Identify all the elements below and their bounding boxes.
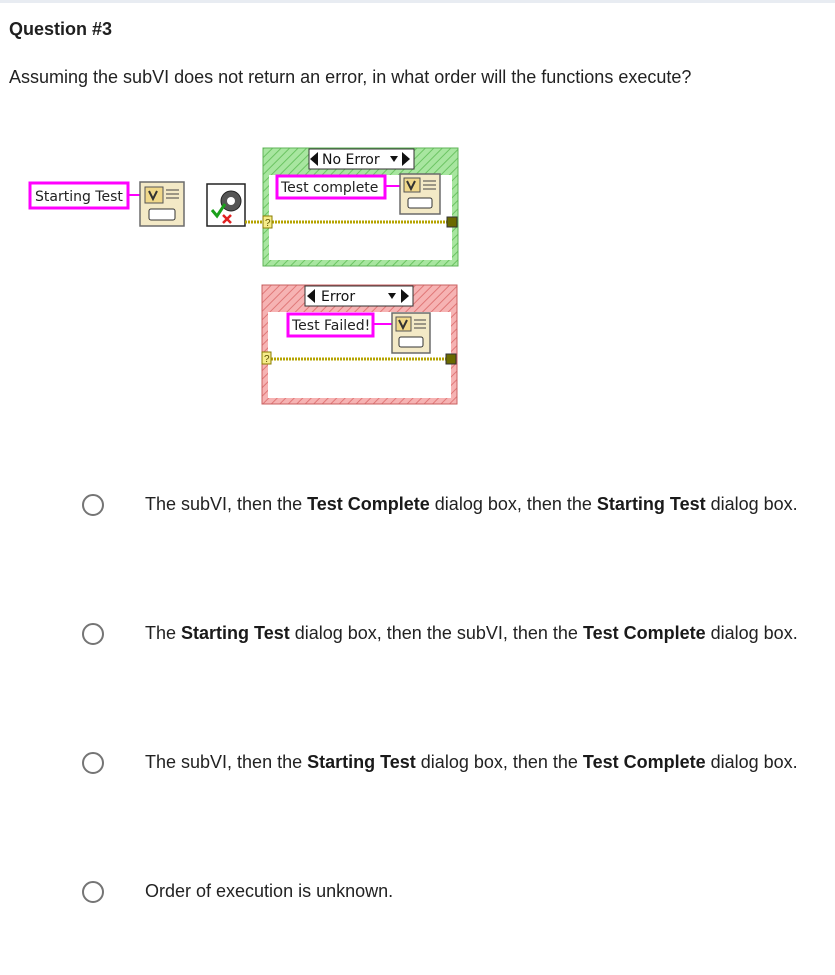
bold-term: Test Complete <box>582 623 706 643</box>
option-text <box>145 494 798 515</box>
text-part: dialog box. <box>705 623 798 643</box>
dialog-icon <box>392 313 430 353</box>
selector-mark: ? <box>264 354 270 365</box>
answer-option-4[interactable] <box>82 879 812 909</box>
dialog-icon <box>140 182 184 226</box>
bold-term: Starting Test <box>181 623 290 643</box>
text-part: dialog box, then the <box>415 752 583 772</box>
no-error-case-structure <box>263 148 458 266</box>
error-case-structure <box>262 285 457 404</box>
question-title: Question #3 <box>9 19 113 39</box>
answer-option-2[interactable] <box>82 621 812 651</box>
selector-mark: ? <box>265 218 271 229</box>
case-label-no-error: No Error <box>322 152 380 168</box>
dialog-icon <box>400 174 440 214</box>
text-part: dialog box. <box>705 752 798 772</box>
radio-button[interactable] <box>82 623 104 645</box>
text-part: The subVI, then the <box>145 494 308 514</box>
answer-option-3[interactable] <box>82 750 812 780</box>
answer-option-1[interactable] <box>82 492 812 522</box>
text-part: dialog box, then the <box>429 494 597 514</box>
option-text <box>145 752 798 773</box>
starting-test-constant <box>30 183 128 208</box>
starting-test-label: Starting Test <box>35 189 123 205</box>
text-part: Order of execution is unknown. <box>145 881 394 901</box>
option-text <box>145 623 798 644</box>
text-part: dialog box, then the subVI, then the <box>289 623 583 643</box>
test-complete-label: Test complete <box>281 180 379 196</box>
bold-term: Test Complete <box>582 752 706 772</box>
radio-button[interactable] <box>82 752 104 774</box>
text-part: The subVI, then the <box>145 752 308 772</box>
bold-term: Starting Test <box>307 752 416 772</box>
text-part: dialog box. <box>705 494 798 514</box>
subvi-icon <box>207 184 245 226</box>
radio-button[interactable] <box>82 881 104 903</box>
text-part: The <box>145 623 182 643</box>
block-diagram <box>0 140 835 415</box>
question-text: Assuming the subVI does not return an error, in what order will the functions execute? <box>9 67 692 87</box>
bold-term: Test Complete <box>307 494 430 514</box>
case-selector-error[interactable] <box>305 286 413 306</box>
tunnel <box>446 354 456 364</box>
case-label-error: Error <box>321 289 356 305</box>
tunnel <box>447 217 457 227</box>
bold-term: Starting Test <box>596 494 706 514</box>
option-text <box>145 881 393 902</box>
radio-button[interactable] <box>82 494 104 516</box>
test-failed-label: Test Failed! <box>292 318 371 334</box>
top-border <box>0 0 835 3</box>
case-selector-no-error[interactable] <box>309 149 414 169</box>
